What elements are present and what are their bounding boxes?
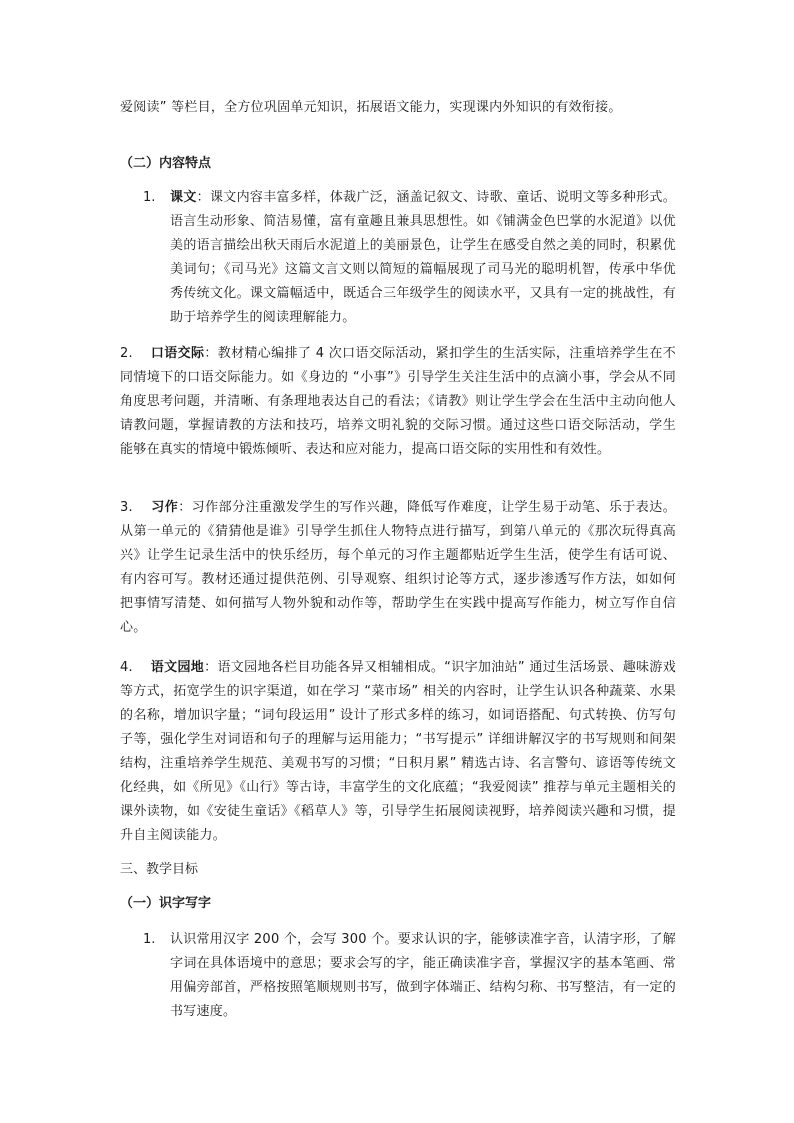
item-1-paragraph	[170, 186, 676, 330]
item-3-colon: ：	[178, 500, 192, 515]
item-1-number: 1.	[143, 190, 156, 205]
content-features-heading: （二）内容特点	[120, 156, 212, 171]
item-2-text: 教材精心编排了 4 次口语交际活动，紧扣学生的生活实际，注重培养学生在不同情境下的口语交际能力。如《身边的 “小事”》引导学生关注生活中的点滴小事，学会从不同角度思考问题，并清晰、有条理地表达自己的看法；《请教》则让学生学会在生活中主动向他人请教问题，掌握请教的方法和技巧，培养文明礼貌的交际习惯。通过这些口语交际活动，学生能够在真实的情境中锻炼倾听、表达和应对能力，提高口语交际的实用性和有效性。	[120, 346, 676, 457]
item-4-number: 4.	[120, 660, 133, 675]
item-2-title: 口语交际	[150, 346, 205, 361]
item-1-title: 课文	[170, 190, 197, 205]
item-3-text: 习作部分注重激发学生的写作兴趣，降低写作难度，让学生易于动笔、乐于表达。从第一单元的《猜猜他是谁》引导学生抓住人物特点进行描写，到第八单元的《那次玩得真高兴》让学生记录生活中的快乐经历，每个单元的习作主题都贴近学生生活，使学生有话可说、有内容可写。教材还通过提供范例、引导观察、组织讨论等方式，逐步渗透写作方法，如如何把事情写清楚、如何描写人物外貌和动作等，帮助学生在实践中提高写作能力，树立写作自信心。	[120, 500, 676, 635]
item-3-number: 3.	[120, 500, 133, 515]
item-4-title: 语文园地	[150, 660, 205, 675]
literacy-heading: （一）识字写字	[120, 896, 212, 911]
intro-text: 爱阅读” 等栏目，全方位巩固单元知识，拓展语文能力，实现课内外知识的有效衔接。	[120, 100, 622, 115]
item-2-colon: ：	[204, 346, 218, 361]
goal-1-paragraph	[170, 928, 676, 1024]
teaching-goals-heading: 三、教学目标	[120, 862, 199, 877]
item-3-title: 习作	[151, 500, 179, 515]
item-1-text: 课文内容丰富多样，体裁广泛，涵盖记叙文、诗歌、童话、说明文等多种形式。语言生动形象、简洁易懂，富有童趣且兼具思想性。如《铺满金色巴掌的水泥道》以优美的语言描绘出秋天雨后水泥道上的美丽景色，让学生在感受自然之美的同时，积累优美词句；《司马光》这篇文言文则以简短的篇幅展现了司马光的聪明机智，传承中华优秀传统文化。课文篇幅适中，既适合三年级学生的阅读水平，又具有一定的挑战性，有助于培养学生的阅读理解能力。	[170, 190, 676, 325]
intro-paragraph	[120, 96, 676, 120]
item-4-paragraph	[120, 656, 676, 848]
item-2-number: 2.	[120, 346, 133, 361]
item-1-colon: ：	[196, 190, 210, 205]
item-4-colon: ：	[204, 660, 218, 675]
goal-1-number: 1.	[143, 932, 156, 947]
item-4-text: 语文园地各栏目功能各异又相辅相成。“识字加油站” 通过生活场景、趣味游戏等方式，拓宽学生的识字渠道，如在学习 “菜市场” 相关的内容时，让学生认识各种蔬菜、水果的名称，增加识字量；“词句段运用” 设计了形式多样的练习，如词语搭配、句式转换、仿写句子等，强化学生对词语和句子的理解与运用能力；“书写提示” 详细讲解汉字的书写规则和间架结构，注重培养学生规范、美观书写的习惯；“日积月累” 精选古诗、名言警句、谚语等传统文化经典，如《所见》《山行》等古诗，丰富学生的文化底蕴；“我爱阅读” 推荐与单元主题相关的课外读物，如《安徒生童话》《稻草人》等，引导学生拓展阅读视野，培养阅读兴趣和习惯，提升自主阅读能力。	[120, 660, 676, 843]
goal-1-text: 认识常用汉字 200 个，会写 300 个。要求认识的字，能够读准字音，认清字形，了解字词在具体语境中的意思；要求会写的字，能正确读准字音，掌握汉字的基本笔画、常用偏旁部首，严格按照笔顺规则书写，做到字体端正、结构匀称、书写整洁，有一定的书写速度。	[170, 932, 676, 1019]
item-3-paragraph	[120, 496, 676, 640]
item-2-paragraph	[120, 342, 676, 462]
